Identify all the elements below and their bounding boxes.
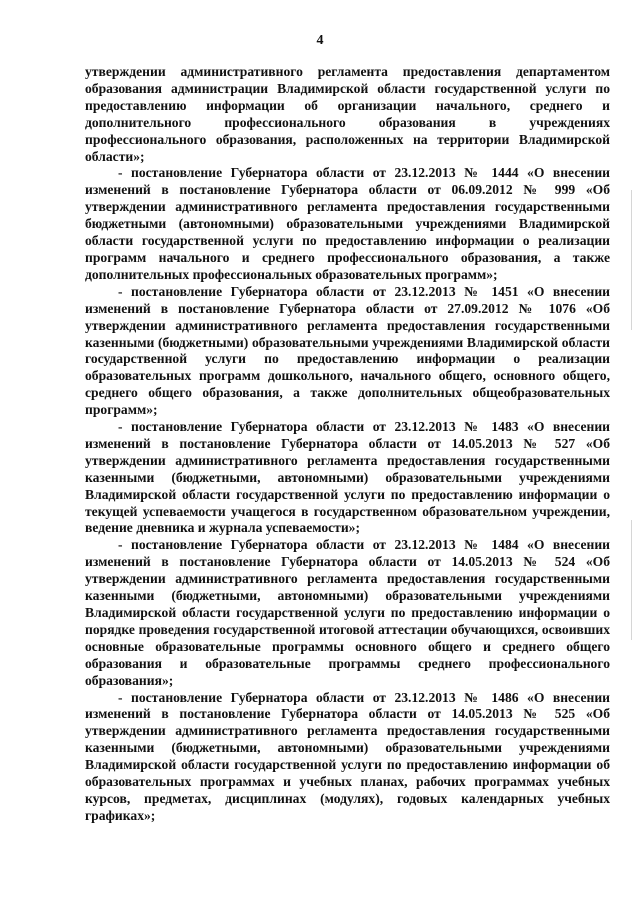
list-item-decree-1483: - постановление Губернатора области от 23.12.2013 № 1483 «О внесении изменений в постановление Губернатора области от 14.05.2013 № 527 «Об утверждении административного регламента предоставления государственными казенными (бюджетными, автономными) образовательными учреждениями Владимирской области государственной услуги по предоставлению информации о текущей успеваемости учащегося в государственном образовательном учреждении, ведение дневника и журнала успеваемости»; — [85, 419, 610, 536]
scan-edge-mark — [631, 190, 632, 330]
list-item-decree-1484: - постановление Губернатора области от 23.12.2013 № 1484 «О внесении изменений в постановление Губернатора области от 14.05.2013 № 524 «Об утверждении административного регламента предоставления государственными казенными (бюджетными, автономными) образовательными учреждениями Владимирской области государственной услуги по предоставлению информации о порядке проведения государственной итоговой аттестации обучающихся, освоивших основные образовательные программы основного общего и среднего общего образования и образовательные программы среднего профессионального образования»; — [85, 537, 610, 688]
document-body — [85, 64, 610, 825]
scan-edge-mark — [631, 520, 632, 640]
list-item-decree-1444: - постановление Губернатора области от 23.12.2013 № 1444 «О внесении изменений в постановление Губернатора области от 06.09.2012 № 999 «Об утверждении административного регламента предоставления государственными бюджетными (автономными) образовательными учреждениями Владимирской области государственной услуги по предоставлению информации о реализации программ начального и среднего профессионального образования, а также дополнительных профессиональных образовательных программ»; — [85, 165, 610, 282]
page-number: 4 — [316, 33, 324, 48]
list-item-decree-1451: - постановление Губернатора области от 23.12.2013 № 1451 «О внесении изменений в постановление Губернатора области от 27.09.2012 № 1076 «Об утверждении административного регламента предоставления государственными казенными (бюджетными) образовательными учреждениями Владимирской области государственной услуги по предоставлению информации о реализации образовательных программ дошкольного, начального общего, основного общего, среднего общего образования, а также дополнительных общеобразовательных программ»; — [85, 283, 610, 418]
continuation-paragraph: утверждении административного регламента предоставления департаментом образования администрации Владимирской области государственной услуги по предоставлению информации об организации начального, среднего и дополнительного профессионального образования в учреждениях профессионального образования, расположенных на территории Владимирской области»; — [85, 64, 610, 164]
list-item-decree-1486: - постановление Губернатора области от 23.12.2013 № 1486 «О внесении изменений в постановление Губернатора области от 14.05.2013 № 525 «Об утверждении административного регламента предоставления государственными казенными (бюджетными, автономными) образовательными учреждениями Владимирской области государственной услуги по предоставлению информации об образовательных программах и учебных планах, рабочих программах учебных курсов, предметах, дисциплинах (модулях), годовых календарных учебных графиках»; — [85, 689, 610, 823]
